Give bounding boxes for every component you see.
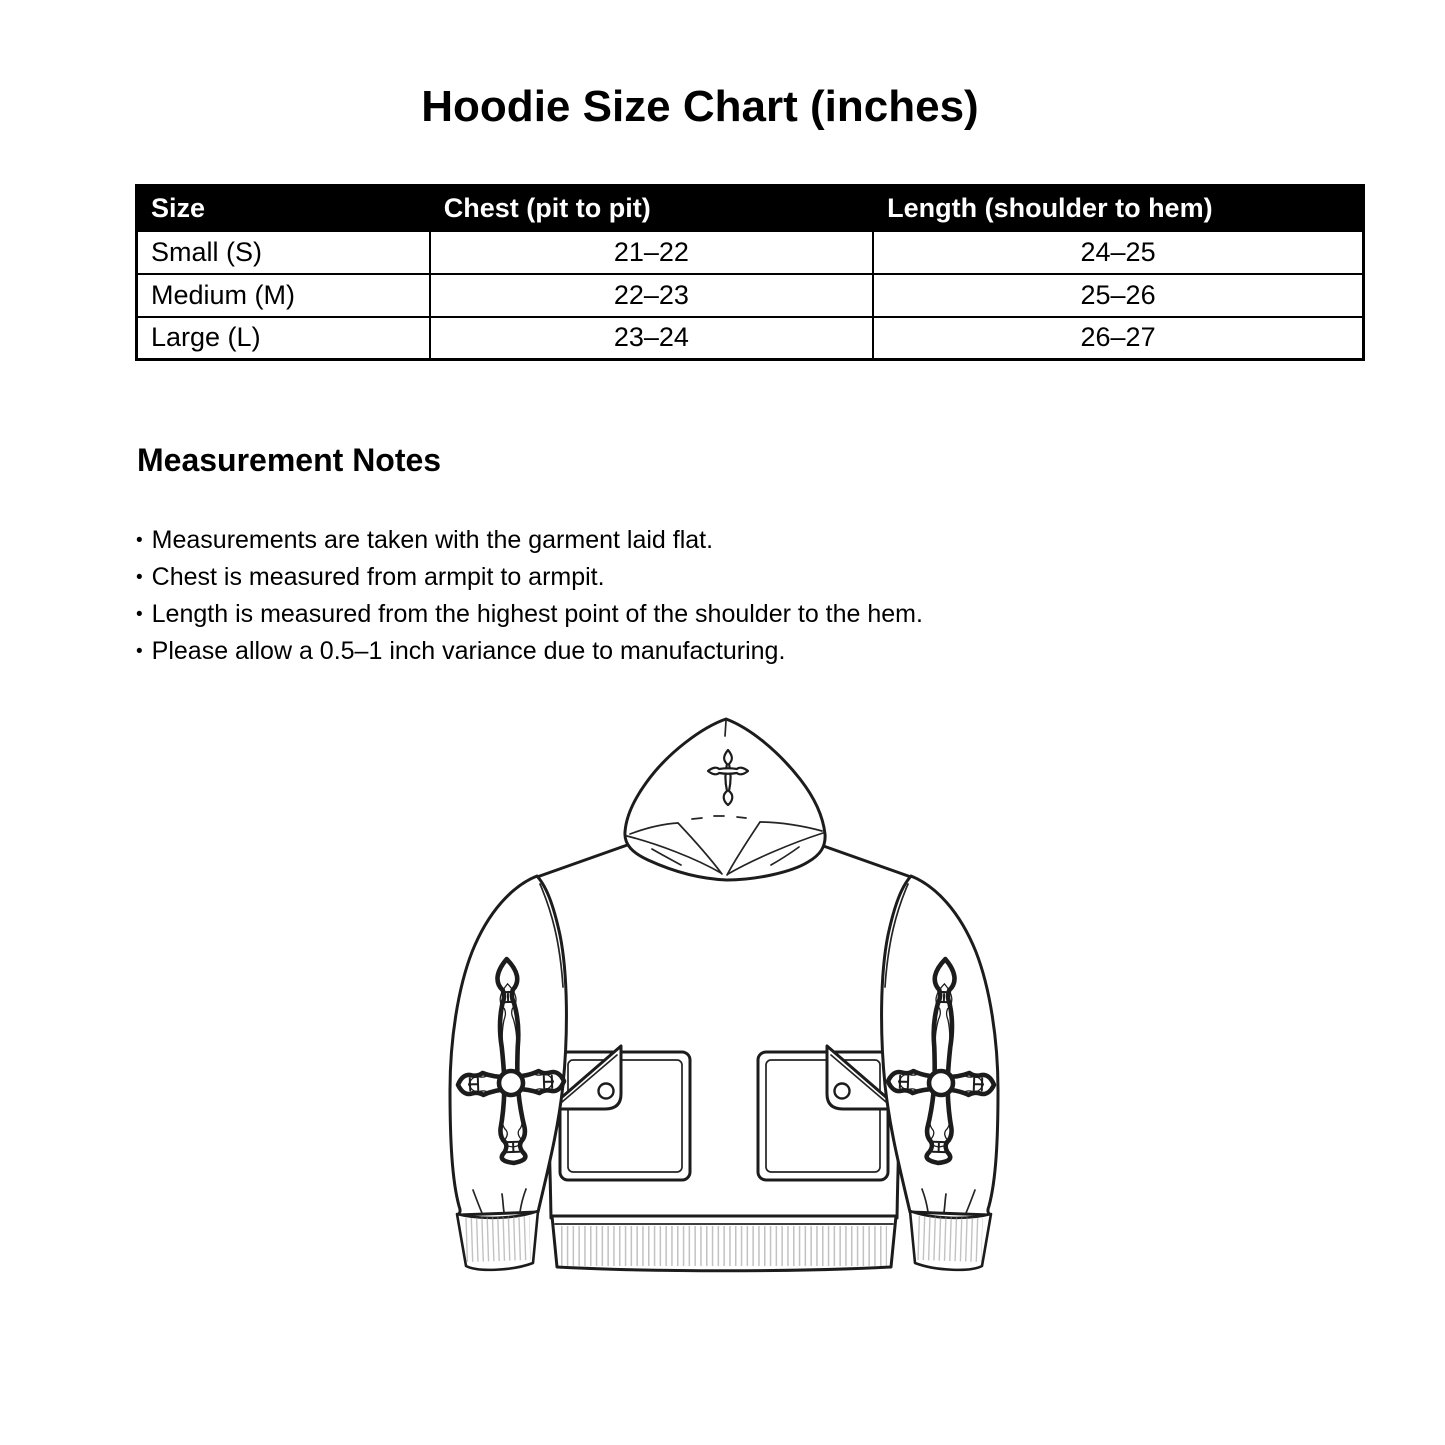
snap-button-right: [835, 1084, 850, 1099]
flap-pocket-left: [554, 1046, 690, 1180]
column-header-chest: Chest (pit to pit): [430, 186, 873, 231]
ribbed-hem: [552, 1216, 896, 1271]
table-row: [137, 231, 1364, 274]
snap-button-left: [599, 1084, 614, 1099]
note-text: Chest is measured from armpit to armpit.: [151, 563, 605, 591]
note-text: Length is measured from the highest point of the shoulder to the hem.: [151, 600, 923, 628]
size-chart: [135, 184, 1365, 361]
hood: [625, 719, 825, 880]
table-row: [137, 317, 1364, 360]
cell-size: Small (S): [137, 231, 430, 274]
cell-chest: 21–22: [430, 231, 873, 274]
notes-heading: Measurement Notes: [137, 442, 442, 478]
table-body: [137, 231, 1364, 360]
cell-length: 25–26: [873, 274, 1363, 317]
bullet-icon: •: [136, 604, 143, 625]
table-header: [137, 186, 1364, 231]
note-text: Please allow a 0.5–1 inch variance due to manufacturing.: [151, 637, 786, 665]
cell-chest: 22–23: [430, 274, 873, 317]
hood-peak-seam: [725, 721, 726, 736]
bullet-icon: •: [136, 567, 143, 588]
cell-chest: 23–24: [430, 317, 873, 360]
cell-size: Medium (M): [137, 274, 430, 317]
cell-length: 24–25: [873, 231, 1363, 274]
note-item: [136, 559, 923, 596]
bullet-icon: •: [136, 530, 143, 551]
bullet-icon: •: [136, 641, 143, 662]
cell-size: Large (L): [137, 317, 430, 360]
column-header-length: Length (shoulder to hem): [873, 186, 1363, 231]
ribbed-cuff-right: [910, 1211, 991, 1270]
table-row: [137, 274, 1364, 317]
hoodie-illustration: [428, 701, 1020, 1289]
column-header-size: Size: [137, 186, 430, 231]
note-item: [136, 522, 923, 559]
note-text: Measurements are taken with the garment laid flat.: [151, 526, 714, 554]
flap-pocket-right: [758, 1046, 894, 1180]
notes-list: [136, 522, 923, 670]
note-item: [136, 596, 923, 633]
note-item: [136, 633, 923, 670]
ribbed-cuff-left: [457, 1211, 538, 1270]
size-chart-table: [135, 184, 1365, 361]
cell-length: 26–27: [873, 317, 1363, 360]
page-title: Hoodie Size Chart (inches): [421, 82, 979, 131]
